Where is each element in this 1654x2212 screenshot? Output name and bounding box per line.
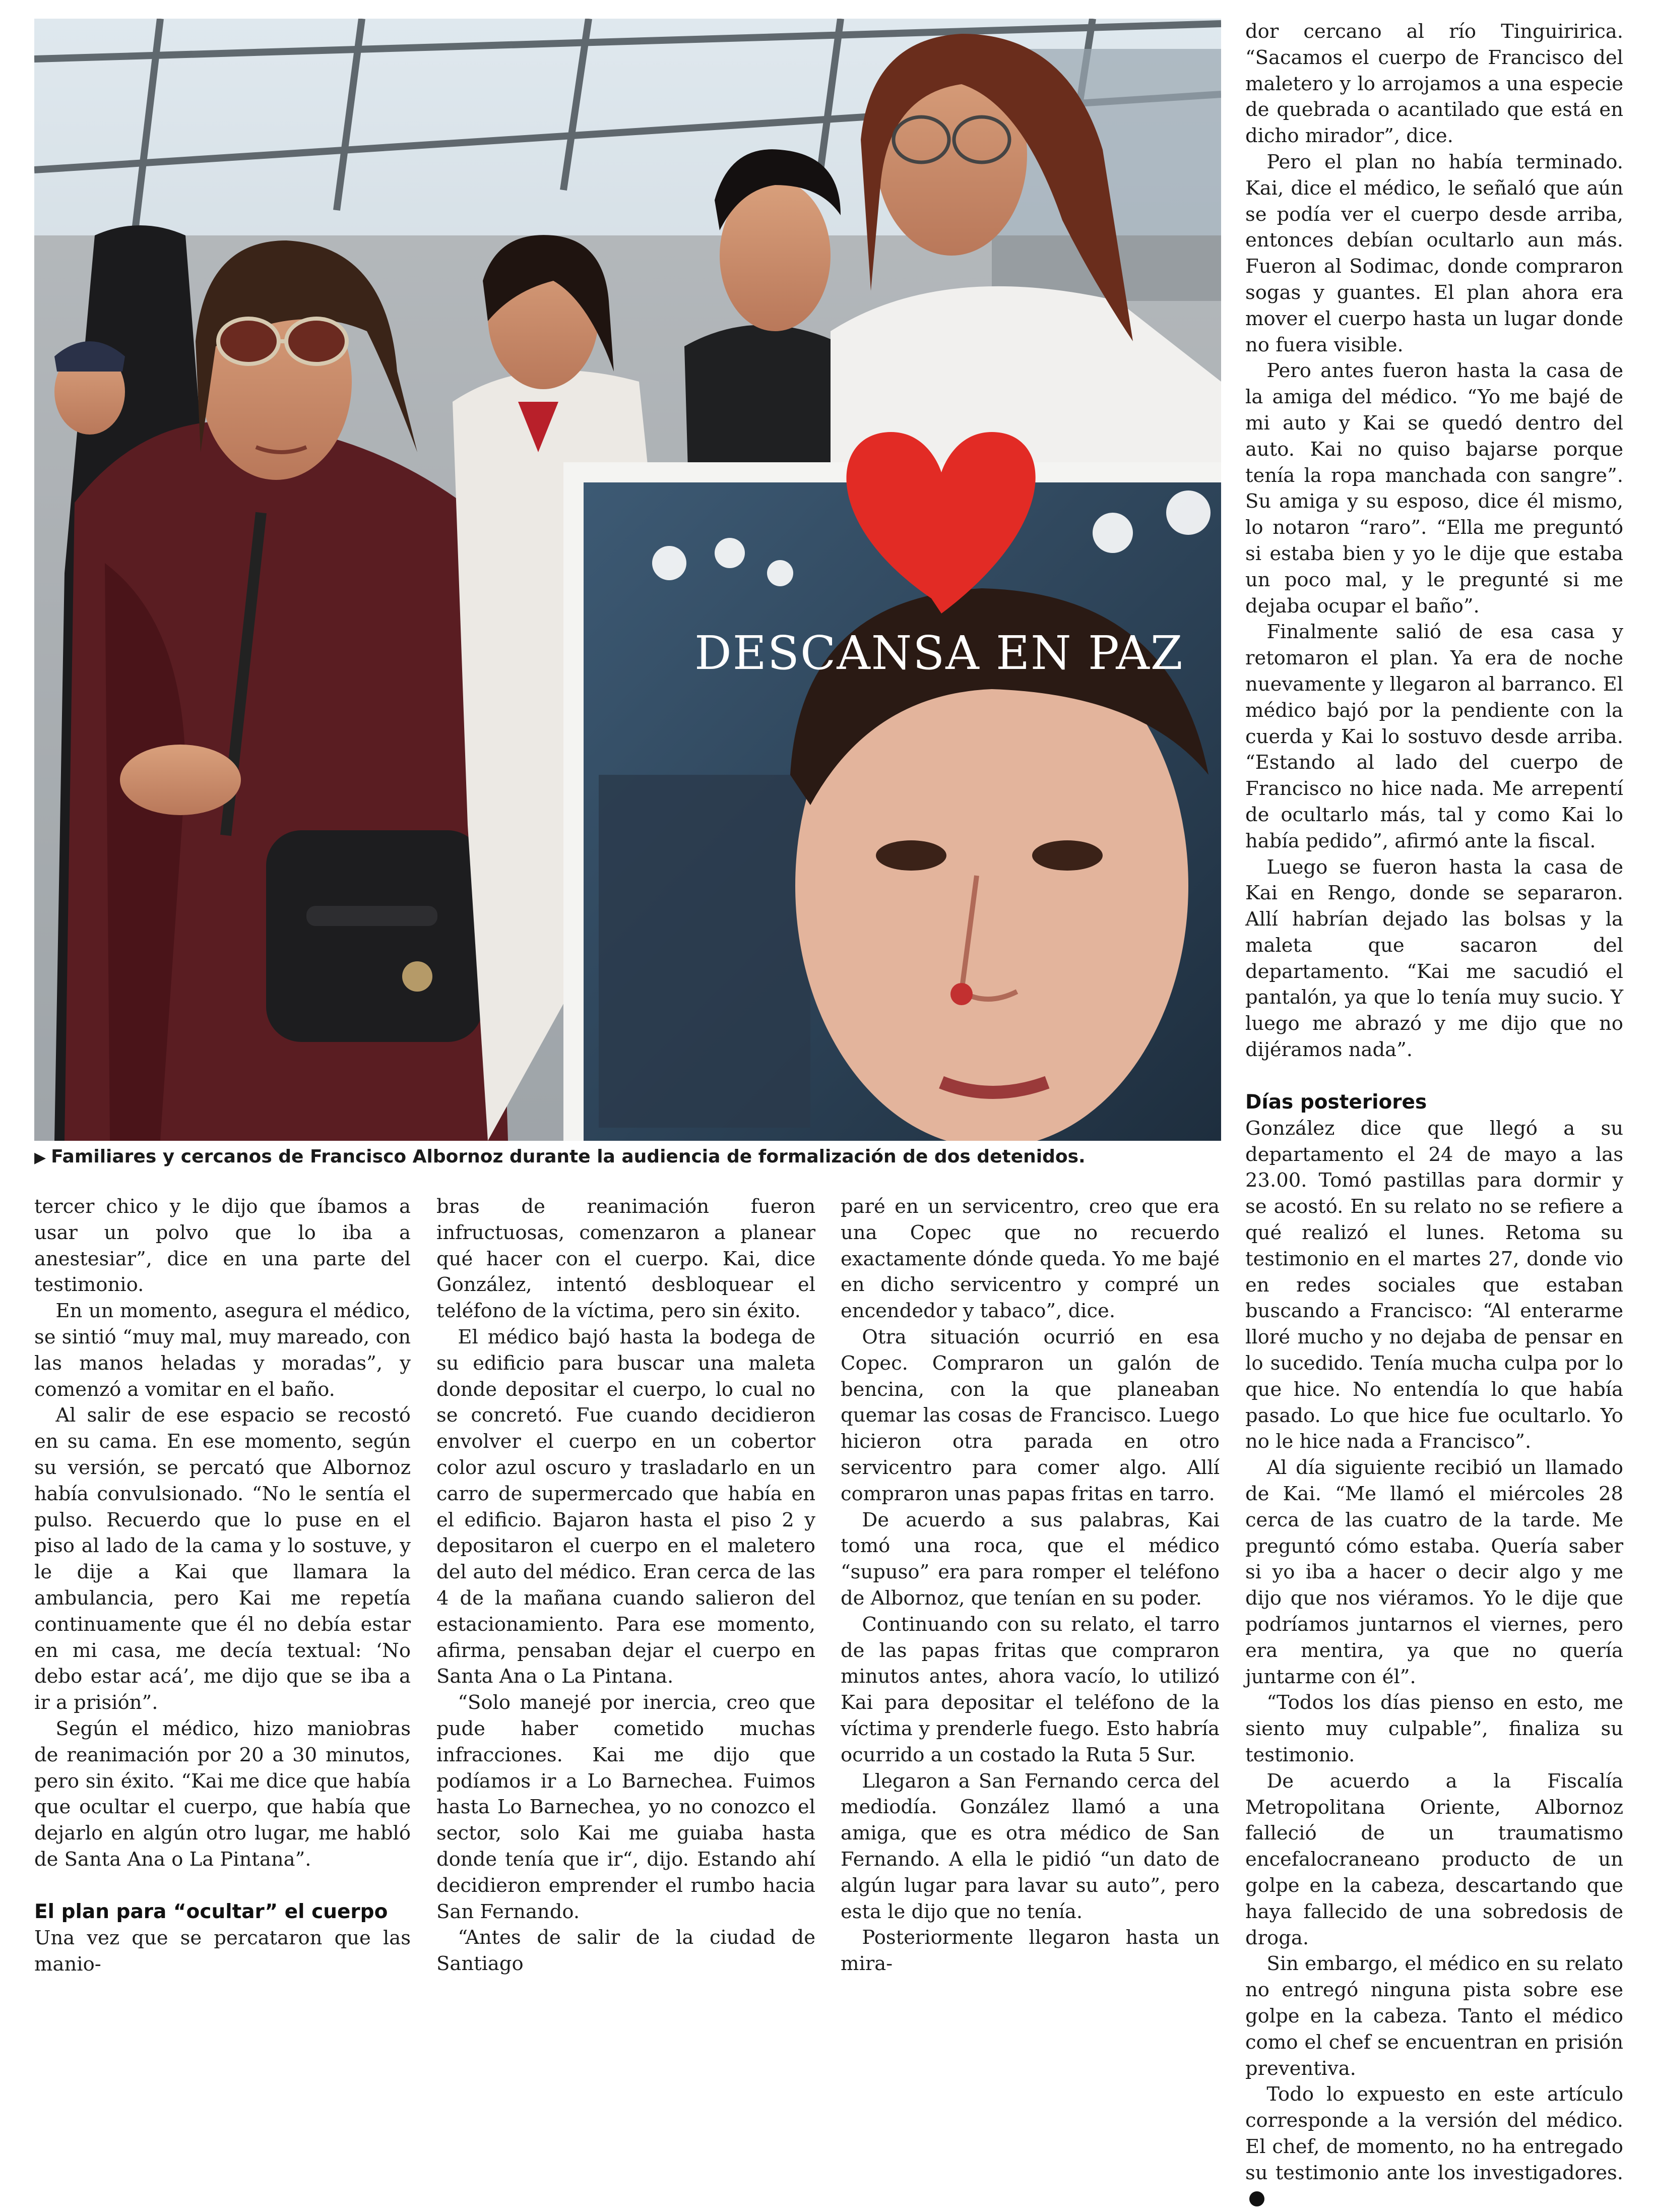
paragraph: [1245, 2081, 1623, 2212]
paragraph: “Todos los días pienso en esto, me siento muy culpable”, finaliza su testimonio.: [1245, 1691, 1623, 1766]
article-column-2: [436, 1194, 815, 1977]
paragraph: “Antes de salir de la ciudad de Santiago: [436, 1926, 815, 1976]
paragraph: Según el médico, hizo maniobras de reanimación por 20 a 30 minutos, pero sin éxito. “Kai me dice que había que ocultar el cuerpo, que había que dejarlo en algún otro lugar, me habló de Santa Ana o La Pintana”.: [34, 1717, 411, 1871]
article-column-3: [841, 1194, 1220, 1977]
paragraph: Pero antes fueron hasta la casa de la amiga del médico. “Yo me bajé de mi auto y Kai se quedó dentro del auto. Kai no quiso bajarse porque tenía la ropa manchada con sangre”. Su amiga y su esposo, dice él mismo, lo notaron “raro”. “Ella me preguntó si estaba bien y yo le dije que estaba un poco mal, y le pregunté si me dejaba ocupar el baño”.: [1245, 359, 1623, 618]
paragraph: “Solo manejé por inercia, creo que pude haber cometido muchas infracciones. Kai me dijo que podíamos ir a Lo Barnechea. Fuimos hasta Lo Barnechea, yo no conozco el sector, solo Kai me guiaba hasta donde tenía que ir“, dijo. Estando ahí decidieron emprender el rumbo hacia San Fernando.: [436, 1691, 815, 1923]
closing-paragraph-text: Todo lo expuesto en este artículo corresponde a la versión del médico. El chef, de momento, no ha entregado su testimonio ante los investigadores.: [1245, 2083, 1623, 2184]
paragraph: De acuerdo a sus palabras, Kai tomó una roca, que el médico “supuso” era para romper el teléfono de Albornoz, que tenían en su poder.: [841, 1508, 1220, 1610]
section-heading: Días posteriores: [1245, 1090, 1427, 1114]
paragraph: Una vez que se percataron que las manio-: [34, 1926, 411, 1976]
section-heading: El plan para “ocultar” el cuerpo: [34, 1900, 388, 1923]
paragraph: Llegaron a San Fernando cerca del mediodía. González llamó a una amiga, que es otra médico de San Fernando. A ella le pidió “un dato de algún lugar para lavar su auto”, pero esta le dijo que no tenía.: [841, 1769, 1220, 1923]
memorial-poster: [563, 432, 1221, 1141]
paragraph: Posteriormente llegaron hasta un mira-: [841, 1926, 1220, 1976]
article-column-1: [34, 1194, 411, 1977]
poster-headline: DESCANSA EN PAZ: [694, 626, 1184, 680]
caption-arrow-icon: ▶: [34, 1149, 46, 1166]
paragraph: El médico bajó hasta la bodega de su edificio para buscar una maleta donde depositar el cuerpo, lo cual no se concretó. Fue cuando decidieron envolver el cuerpo en un cobertor color azul oscuro y trasladarlo en un carro de supermercado que había en el edificio. Bajaron hasta el piso 2 y depositaron el cuerpo en el maletero del auto del médico. Eran cerca de las 4 de la mañana cuando salieron del estacionamiento. Para ese momento, afirma, pensaban dejar el cuerpo en Santa Ana o La Pintana.: [436, 1325, 815, 1688]
paragraph: Sin embargo, el médico en su relato no entregó ninguna pista sobre ese golpe en la cabeza. Tanto el médico como el chef se encuentran en prisión preventiva.: [1245, 1952, 1623, 2080]
paragraph: González dice que llegó a su departamento el 24 de mayo a las 23.00. Tomó pastillas para dormir y se acostó. En su relato no se refiere a qué realizó el lunes. Retoma su testimonio en el martes 27, donde vio en redes sociales que estaban buscando a Francisco: “Al enterarme lloré mucho y no dejaba de pensar en lo sucedido. Tenía mucha culpa por lo que hice. No entendía lo que había pasado. Lo que hice fue ocultarlo. Yo no le hice nada a Francisco”.: [1245, 1117, 1623, 1453]
paragraph: Luego se fueron hasta la casa de Kai en Rengo, donde se separaron. Allí habrían dejado las bolsas y la maleta que sacaron del departamento. “Kai me sacudió el pantalón, ya que lo tenía muy sucio. Y luego me abrazó y me dijo que no dijéramos nada”.: [1245, 855, 1623, 1062]
paragraph: Al salir de ese espacio se recostó en su cama. En ese momento, según su versión, se percató que Albornoz había convulsionado. “No le sentía el pulso. Recuerdo que lo puse en el piso al lado de la cama y lo sostuve, y le dije a Kai que llamara la ambulancia, pero Kai me repetía continuamente que él no debía estar en mi casa, me decía textual: ‘No debo estar acá’, me dijo que se iba a ir a prisión”.: [34, 1404, 411, 1714]
paragraph: Pero el plan no había terminado. Kai, dice el médico, le señaló que aún se podía ver el cuerpo desde arriba, entonces debían ocultarlo aun más. Fueron al Sodimac, donde compraron sogas y guantes. El plan ahora era mover el cuerpo hasta un lugar donde no fuera visible.: [1245, 150, 1623, 356]
paragraph: En un momento, asegura el médico, se sintió “muy mal, muy mareado, con las manos heladas y moradas”, y comenzó a vomitar en el baño.: [34, 1300, 411, 1401]
paragraph: bras de reanimación fueron infructuosas, comenzaron a planear qué hacer con el cuerpo. Kai, dice González, intentó desbloquear el teléfono de la víctima, pero sin éxito.: [436, 1195, 815, 1323]
article-column-4: [1245, 19, 1623, 2212]
paragraph: tercer chico y le dijo que íbamos a usar un polvo que lo iba a anestesiar”, dice en una parte del testimonio.: [34, 1195, 411, 1297]
end-mark-icon: [1249, 2191, 1264, 2206]
photo-caption: [34, 1141, 1221, 1173]
caption-text: Familiares y cercanos de Francisco Albornoz durante la audiencia de formalización de dos detenidos.: [51, 1146, 1086, 1167]
paragraph: paré en un servicentro, creo que era una Copec que no recuerdo exactamente dónde queda. Yo me bajé en dicho servicentro y compré un encendedor y tabaco”, dice.: [841, 1195, 1220, 1323]
paragraph: Otra situación ocurrió en esa Copec. Compraron un galón de bencina, con la que planeaban quemar las cosas de Francisco. Luego hicieron otra parada en otro servicentro para comer algo. Allí compraron unas papas fritas en tarro.: [841, 1325, 1220, 1505]
paragraph: Finalmente salió de esa casa y retomaron el plan. Ya era de noche nuevamente y llegaron al barranco. El médico bajó por la pendiente con la cuerda y Kai lo sostuvo desde arriba. “Estando al lado del cuerpo de Francisco no hice nada. Me arrepentí de ocultarlo más, tal y como Kai lo había pedido”, afirmó ante la fiscal.: [1245, 621, 1623, 852]
paragraph: dor cercano al río Tinguiririca. “Sacamos el cuerpo de Francisco del maletero y lo arrojamos a una especie de quebrada o acantilado que está en dicho mirador”, dice.: [1245, 20, 1623, 148]
paragraph: Al día siguiente recibió un llamado de Kai. “Me llamó el miércoles 28 cerca de las cuatro de la tarde. Me preguntó cómo estaba. Quería saber si yo iba a hacer o decir algo y me dijo que nos viéramos. Yo le dije que podríamos juntarnos el viernes, pero era mentira, ya que no quería juntarme con él”.: [1245, 1456, 1623, 1688]
paragraph: De acuerdo a la Fiscalía Metropolitana Oriente, Albornoz falleció de un traumatismo encefalocraneano producto de un golpe en la cabeza, descartando que haya fallecido de una sobredosis de droga.: [1245, 1769, 1623, 1949]
news-photo: [34, 19, 1221, 1141]
paragraph: Continuando con su relato, el tarro de las papas fritas que compraron minutos antes, ahora vacío, lo utilizó Kai para depositar el teléfono de la víctima y prenderle fuego. Esto habría ocurrido a un costado la Ruta 5 Sur.: [841, 1613, 1220, 1766]
